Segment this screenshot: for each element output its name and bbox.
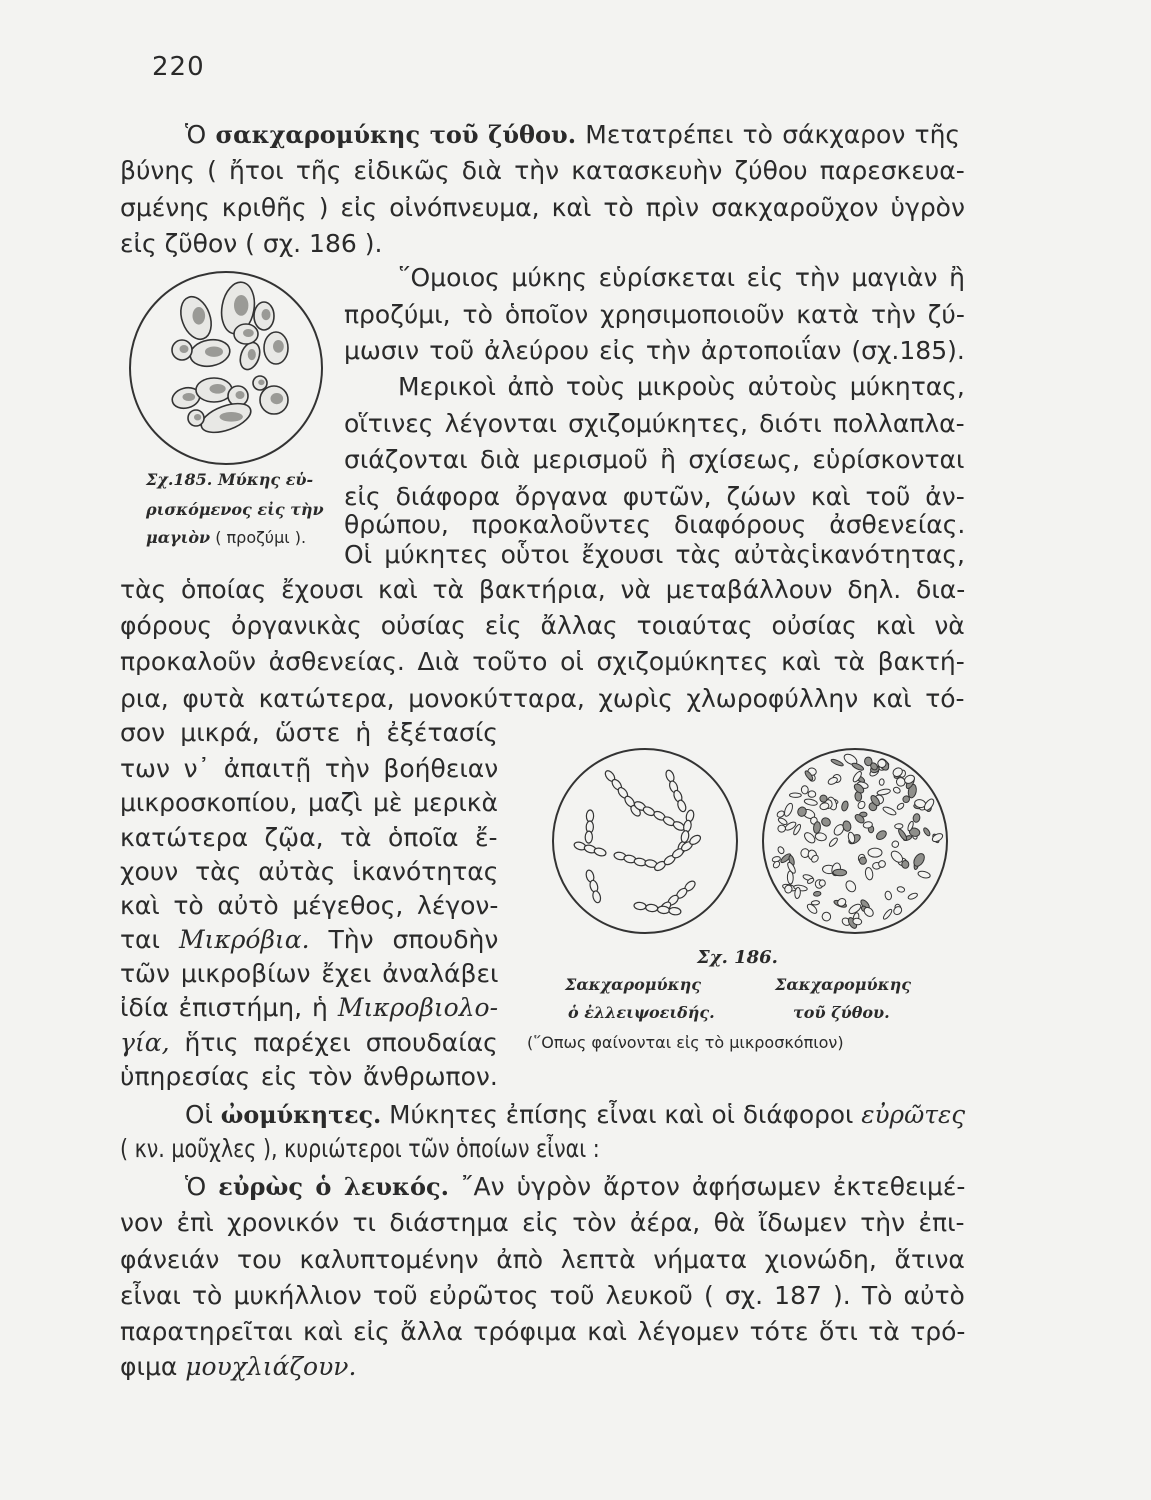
text-line [344, 300, 965, 330]
yeast-cell-nucleus [271, 393, 284, 404]
beer-yeast-cell [877, 788, 891, 796]
text-line-content: Οἱ μύκητες οὗτοι ἔχουσι τὰς αὐτὰςἱκανότητας, [344, 540, 965, 569]
text-line [120, 959, 498, 989]
text-line [120, 1028, 498, 1058]
figure-185-caption-note: ( προζύμι ). [210, 528, 307, 547]
text-line [120, 1245, 965, 1275]
figure-186-right-label-1: Σακχαρομύκης [775, 975, 911, 994]
ellipsoid-yeast-cell [585, 831, 593, 843]
ellipsoid-yeast-cell [634, 902, 647, 910]
text-line-content: βύνης ( ἤτοι τῆς εἰδικῶς διὰ τὴν κατασκευὴν ζύθου παρεσκευα- [120, 156, 965, 185]
ellipsoid-yeast-cell [586, 810, 594, 822]
text-line-content: ὑπηρεσίας εἰς τὸν ἄνθρωπον. [120, 1062, 498, 1091]
text-segment: ῎Αν ὑγρὸν ἄρτον ἀφήσωμεν ἐκτεθειμέ- [448, 1172, 966, 1201]
text-line-content: καὶ τὸ αὐτὸ μέγεθος, λέγον- [120, 891, 499, 920]
text-line-content: προκαλοῦν ἀσθενείας. Διὰ τοῦτο οἱ σχιζομύκητες καὶ τὰ βακτή- [120, 647, 965, 676]
text-line-content: εἰς ζῦθον ( σχ. 186 ). [120, 229, 383, 258]
italic-term: Μικροβιολο- [337, 993, 499, 1022]
yeast-cell-nucleus [194, 414, 201, 420]
beer-yeast-cell [882, 908, 893, 920]
text-line [120, 1134, 600, 1164]
text-line [344, 445, 965, 475]
beer-yeast-cell [892, 786, 901, 794]
figure-186-left-label-2: ὁ ἐλλειψοειδής. [568, 1003, 715, 1022]
text-line [344, 336, 965, 366]
yeast-cell-nucleus [273, 340, 284, 353]
beer-yeast-cell [891, 840, 900, 849]
beer-yeast-cell [776, 810, 785, 819]
ellipsoid-yeast-cell [676, 799, 687, 813]
text-segment: Ὁ [185, 1172, 219, 1201]
text-line-content: θρώπου, προκαλοῦντες διαφόρους ἀσθενείας. [344, 510, 966, 539]
yeast-cell-nucleus [248, 349, 256, 360]
beer-yeast-cell [819, 802, 829, 810]
text-segment: ἰδία ἐπιστήμη, ἡ [120, 993, 338, 1022]
text-line-content: εἶναι τὸ μυκήλλιον τοῦ εὐρῶτος τοῦ λευκοῦ ( σχ. 187 ). Τὸ αὐτὸ [120, 1281, 965, 1310]
beer-yeast-cell [897, 886, 905, 893]
text-line [120, 647, 965, 677]
beer-yeast-cell [882, 806, 897, 817]
text-line [120, 193, 965, 223]
text-line [120, 925, 498, 955]
beer-yeast-cell [811, 900, 819, 905]
figure-185-caption-word: μαγιὸν [146, 528, 211, 547]
text-line [120, 718, 498, 748]
text-line [120, 788, 498, 818]
beer-yeast-cell [879, 779, 884, 786]
text-line [344, 510, 965, 540]
ellipsoid-yeast-cell [669, 907, 682, 915]
text-line [398, 372, 965, 402]
figure-186-note-text: (῞Οπως φαίνονται εἰς τὸ μικροσκόπιον) [527, 1033, 844, 1052]
text-line [120, 575, 965, 605]
figure-185-caption-line-2: ρισκόμενος εἰς τὴν [146, 500, 324, 519]
beer-yeast-cell [884, 891, 892, 901]
text-line-content: σον μικρά, ὥστε ἡ ἐξέτασίς [120, 718, 498, 747]
text-line [185, 120, 960, 150]
beer-yeast-cell [897, 828, 908, 841]
text-line-content: μωσιν τοῦ ἀλεύρου εἰς τὴν ἀρτοποιΐαν (σχ.185). [344, 336, 965, 365]
text-line-content: ῞Ομοιος μύκης εὑρίσκεται εἰς τὴν μαγιὰν ἢ [398, 263, 965, 292]
italic-term: μουχλιάζουν. [185, 1352, 357, 1381]
text-line [344, 409, 965, 439]
ellipsoid-yeast-cell [664, 769, 675, 783]
text-line [120, 1317, 965, 1347]
beer-yeast-cell [864, 757, 872, 766]
beer-yeast-cell [875, 829, 888, 841]
text-line [120, 684, 965, 714]
bold-term: ὠομύκητες. [220, 1100, 382, 1129]
yeast-cell-nucleus [183, 393, 196, 401]
beer-yeast-cell [813, 891, 821, 897]
page-number: 220 [152, 52, 205, 82]
figure-186-ellipsoid-yeast [550, 746, 740, 936]
figure-185-caption-line-1: Σχ.185. Μύκης εὑ- [146, 470, 314, 489]
beer-yeast-cell [801, 786, 808, 795]
yeast-cell-nucleus [236, 391, 245, 399]
beer-yeast-cell [833, 869, 847, 876]
beer-yeast-cell [844, 879, 858, 893]
beer-yeast-cell [778, 825, 786, 832]
yeast-cell-nucleus [243, 329, 254, 337]
text-line-content: ( κν. μοῦχλες ), κυριώτεροι τῶν ὁποίων εἶναι : [120, 1134, 600, 1163]
text-line [398, 263, 965, 293]
text-segment: ἥτις παρέχει σπουδαίας [169, 1028, 498, 1057]
text-line-content: κατώτερα ζῷα, τὰ ὁποῖα ἔ- [120, 823, 498, 852]
yeast-cell-nucleus [220, 412, 243, 422]
text-line [344, 482, 965, 512]
ellipsoid-yeast-cell [592, 890, 602, 903]
beer-yeast-cell [789, 793, 801, 798]
italic-term: γία, [120, 1028, 170, 1057]
text-segment: Ὁ [185, 120, 216, 149]
yeast-cell-nucleus [205, 347, 223, 357]
beer-yeast-cell [878, 759, 887, 768]
yeast-cell-nucleus [180, 345, 189, 353]
text-line [120, 611, 965, 641]
beer-yeast-cell [794, 887, 801, 899]
text-line-content: ρια, φυτὰ κατώτερα, μονοκύτταρα, χωρὶς χλωροφύλλην καὶ τό- [120, 684, 965, 713]
text-line [120, 1208, 965, 1238]
text-line [120, 156, 965, 186]
text-line-content: Μερικοὶ ἀπὸ τοὺς μικροὺς αὐτοὺς μύκητας, [398, 372, 965, 401]
figure-186-left-label-1: Σακχαρομύκης [565, 975, 701, 994]
yeast-cell-nucleus [258, 380, 264, 386]
bold-term: εὐρὼς ὁ λευκός. [218, 1172, 449, 1201]
ellipsoid-yeast-cell [593, 847, 607, 857]
text-segment: Μετατρέπει τὸ σάκχαρον τῆς [576, 120, 961, 149]
text-line [120, 993, 498, 1023]
text-line [120, 229, 382, 259]
text-line [120, 823, 498, 853]
text-segment: φιμα [120, 1352, 186, 1381]
text-line-content: προζύμι, τὸ ὁποῖον χρησιμοποιοῦν κατὰ τὴν ζύ- [344, 300, 965, 329]
beer-yeast-cell [892, 905, 903, 916]
beer-yeast-cell [931, 832, 944, 843]
italic-term: εὐρῶτες [861, 1100, 966, 1129]
figure-186-note [527, 1033, 844, 1052]
beer-yeast-cell [777, 846, 785, 855]
text-line [185, 1172, 965, 1202]
text-line-content: των ν᾿ ἀπαιτῇ τὴν βοήθειαν [120, 754, 499, 783]
beer-yeast-cell [820, 816, 832, 828]
figure-186-title: Σχ. 186. [697, 947, 778, 968]
beer-yeast-cell [896, 802, 905, 810]
text-line-content: νον ἐπὶ χρονικόν τι διάστημα εἰς τὸν ἀέρα, θὰ ἴδωμεν τὴν ἐπι- [120, 1208, 965, 1237]
text-line-content: σιάζονται διὰ μερισμοῦ ἢ σχίσεως, εὑρίσκονται [344, 445, 965, 474]
figure-186-beer-yeast [760, 746, 950, 936]
text-segment: Οἱ [185, 1100, 221, 1129]
beer-yeast-cell [819, 880, 825, 887]
text-line [185, 1100, 965, 1130]
yeast-cell-nucleus [262, 309, 271, 320]
text-line [120, 1062, 498, 1092]
beer-yeast-cell [859, 857, 867, 865]
text-segment: Μύκητες ἐπίσης εἶναι καὶ οἱ διάφοροι [381, 1100, 862, 1129]
beer-yeast-cell [907, 892, 918, 900]
ellipsoid-yeast-cell [645, 904, 658, 912]
text-line-content: χουν τὰς αὐτὰς ἱκανότητας [120, 857, 499, 886]
yeast-cell-nucleus [234, 295, 248, 316]
text-line-content: μικροσκοπίου, μαζὶ μὲ μερικὰ [120, 788, 499, 817]
beer-yeast-cell [808, 791, 816, 798]
text-line [120, 754, 498, 784]
text-line-content: οἵτινες λέγονται σχιζομύκητες, διότι πολλαπλα- [344, 409, 965, 438]
text-segment: ται [120, 925, 179, 954]
text-line [344, 540, 965, 570]
beer-yeast-cell [777, 817, 788, 826]
text-line [120, 1281, 965, 1311]
text-line [120, 1352, 356, 1382]
beer-yeast-cell [821, 911, 832, 922]
text-line-content: εἰς διάφορα ὄργανα φυτῶν, ζώων καὶ τοῦ ἀν- [344, 482, 965, 511]
beer-yeast-cell [783, 802, 794, 817]
figure-185-caption-line-3 [146, 528, 306, 547]
text-line-content: σμένης κριθῆς ) εἰς οἰνόπνευμα, καὶ τὸ πρὶν σακχαροῦχον ὑγρὸν [120, 193, 965, 222]
yeast-cell-nucleus [193, 307, 206, 325]
italic-term: Μικρόβια. [178, 925, 310, 954]
beer-yeast-cell [864, 867, 873, 880]
text-line-content: φάνειάν του καλυπτομένην ἀπὸ λεπτὰ νήματα χιονώδη, ἅτινα [120, 1245, 965, 1274]
text-line-content: παρατηρεῖται καὶ εἰς ἄλλα τρόφιμα καὶ λέγομεν τότε ὅτι τὰ τρό- [120, 1317, 966, 1346]
text-line-content: τῶν μικροβίων ἔχει ἀναλάβει [120, 959, 499, 988]
beer-yeast-cell [917, 870, 931, 879]
beer-yeast-cell [868, 848, 882, 857]
text-segment: Τὴν σπουδὴν [309, 925, 499, 954]
beer-yeast-cell [828, 837, 839, 848]
beer-yeast-cell [922, 827, 931, 837]
beer-yeast-cell [902, 860, 909, 868]
figure-186-right-label-2: τοῦ ζύθου. [793, 1003, 890, 1022]
yeast-cell-nucleus [210, 384, 226, 394]
bold-term: σακχαρομύκης τοῦ ζύθου. [215, 120, 577, 149]
figure-185-yeast [126, 268, 326, 468]
beer-yeast-cell [851, 762, 864, 772]
beer-yeast-cell [804, 798, 818, 806]
beer-yeast-cell [830, 758, 844, 767]
beer-yeast-cell [912, 813, 920, 823]
beer-yeast-cell [841, 800, 849, 811]
text-line-content: τὰς ὁποίας ἔχουσι καὶ τὰ βακτήρια, νὰ μεταβάλλουν δηλ. δια- [120, 575, 966, 604]
text-line [120, 891, 498, 921]
text-line-content: φόρους ὀργανικὰς οὐσίας εἰς ἄλλας τοιαύτας οὐσίας καὶ νὰ [120, 611, 965, 640]
text-line [120, 857, 498, 887]
beer-yeast-cell [895, 823, 904, 829]
